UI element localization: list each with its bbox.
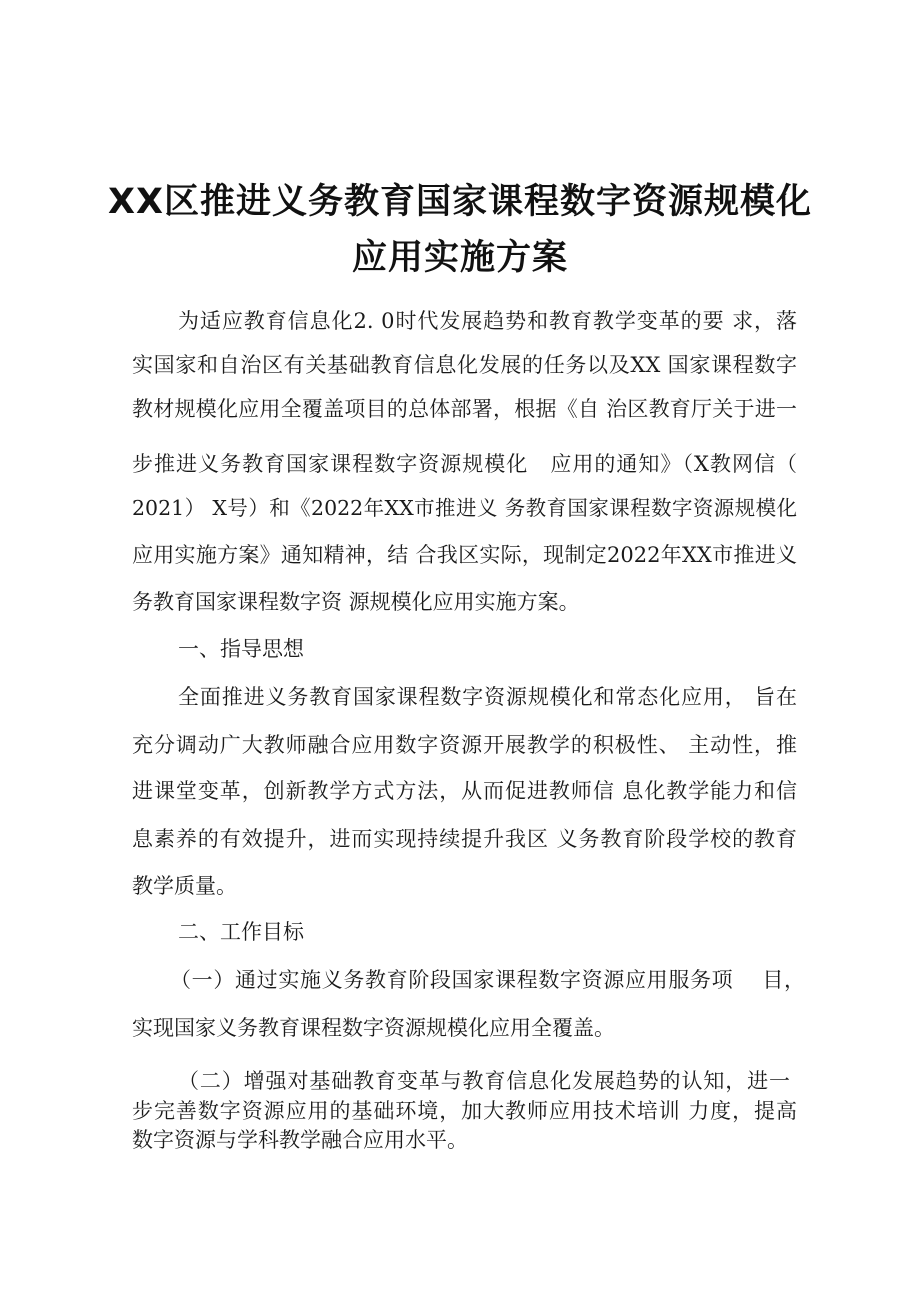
intro-line: 为适应教育信息化2. 0时代发展趋势和教育教学变革的要 求，落 bbox=[178, 309, 797, 333]
section1-line: 全面推进义务教育国家课程数字资源规模化和常态化应用， 旨在 bbox=[178, 685, 797, 709]
intro-line: 实国家和自治区有关基础教育信息化发展的任务以及XX 国家课程数字 bbox=[132, 353, 797, 377]
intro-line: 教材规模化应用全覆盖项目的总体部署，根据《自 治区教育厅关于进一 bbox=[132, 397, 797, 421]
goal-item-2-line: （二）增强对基础教育变革与教育信息化发展趋势的认知，进一 bbox=[178, 1069, 790, 1093]
document-title-line-2: 应用实施方案 bbox=[351, 238, 568, 278]
section1-line: 教学质量。 bbox=[132, 874, 237, 898]
goal-item-1-line: 实现国家义务教育课程数字资源规模化应用全覆盖。 bbox=[132, 1016, 615, 1040]
goal-item-2-line: 步完善数字资源应用的基础环境，加大教师应用技术培训 力度，提高 bbox=[132, 1099, 797, 1123]
section1-line: 息素养的有效提升，进而实现持续提升我区 义务教育阶段学校的教育 bbox=[132, 827, 797, 851]
intro-line: 步推进义务教育国家课程数字资源规模化 应用的通知》（X教网信（ bbox=[132, 452, 797, 476]
goal-item-2-line: 数字资源与学科教学融合应用水平。 bbox=[132, 1128, 468, 1152]
document-title-line-1: XX区推进义务教育国家课程数字资源规模化 bbox=[108, 182, 812, 222]
section-heading-guiding-ideology: 一、指导思想 bbox=[178, 637, 304, 661]
section1-line: 进课堂变革，创新教学方式方法，从而促进教师信 息化教学能力和信 bbox=[132, 779, 797, 803]
intro-line: 务教育国家课程数字资 源规模化应用实施方案。 bbox=[132, 590, 580, 614]
intro-line: 应用实施方案》通知精神，结 合我区实际，现制定2022年XX市推进义 bbox=[132, 543, 797, 567]
section-heading-work-goals: 二、工作目标 bbox=[178, 920, 304, 944]
intro-line: 2021） X号）和《2022年XX市推进义 务教育国家课程数字资源规模化 bbox=[132, 496, 797, 520]
section1-line: 充分调动广大教师融合应用数字资源开展教学的积极性、 主动性，推 bbox=[132, 733, 797, 757]
goal-item-1-line: （一）通过实施义务教育阶段国家课程数字资源应用服务项 目， bbox=[170, 968, 805, 992]
